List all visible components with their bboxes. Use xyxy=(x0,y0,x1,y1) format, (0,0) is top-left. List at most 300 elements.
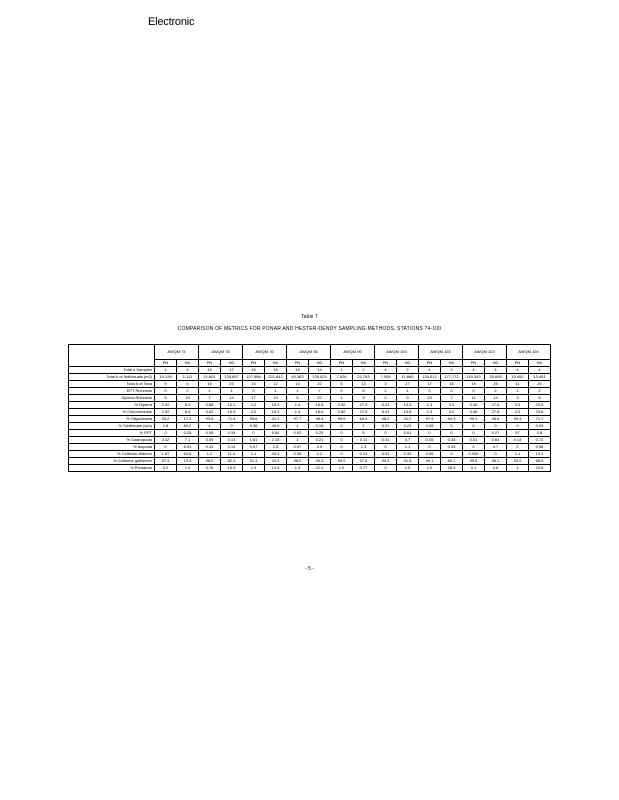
metric-value: 0.08 xyxy=(199,430,221,437)
metric-value: 10,492 xyxy=(507,374,529,381)
metric-value: 16.3 xyxy=(265,402,287,409)
metric-value: 48.2 xyxy=(375,416,397,423)
metric-value: 2.92 xyxy=(155,402,177,409)
metric-value: 0.05 xyxy=(529,423,551,430)
method-header: PN xyxy=(287,360,309,367)
metric-value: 91.3 xyxy=(243,458,265,465)
station-header: AWQM 102 xyxy=(463,345,507,360)
metric-value: 0 xyxy=(485,451,507,458)
metric-value: 14 xyxy=(309,367,331,374)
metric-value: 0.38 xyxy=(287,451,309,458)
method-header: PN xyxy=(507,360,529,367)
metric-value: 17 xyxy=(221,367,243,374)
metric-value: 0 xyxy=(375,430,397,437)
metric-value: 23.5 xyxy=(529,402,551,409)
metric-value: 1 xyxy=(221,388,243,395)
metric-value: 0 xyxy=(485,423,507,430)
metric-value: 93.4 xyxy=(507,416,529,423)
metric-value: 16 xyxy=(441,381,463,388)
metric-value: 7,008 xyxy=(375,374,397,381)
metric-label: Diptera Richness xyxy=(69,395,155,402)
metric-value: 11,860 xyxy=(397,374,419,381)
metric-value: 21,801 xyxy=(199,374,221,381)
metric-value: 6 xyxy=(177,381,199,388)
metric-value: 2 xyxy=(397,367,419,374)
metric-value: 5.41 xyxy=(375,451,397,458)
method-header: HD xyxy=(529,360,551,367)
method-header: PN xyxy=(199,360,221,367)
metric-value: 46.6 xyxy=(485,416,507,423)
metric-value: 9 xyxy=(155,381,177,388)
metric-value: 27.8 xyxy=(485,409,507,416)
metric-value: 0.21 xyxy=(309,437,331,444)
metric-value: 134,012 xyxy=(419,374,441,381)
method-header: HD xyxy=(353,360,375,367)
metric-value: 0.09 xyxy=(199,437,221,444)
metric-value: 15 xyxy=(287,367,309,374)
metric-value: 4 xyxy=(507,367,529,374)
station-header: AWQM 76 xyxy=(243,345,287,360)
metric-value: 3.3 xyxy=(441,402,463,409)
metric-value: 41.1 xyxy=(265,416,287,423)
table-row xyxy=(69,402,551,409)
metric-value: 1.81 xyxy=(243,437,265,444)
metric-value: 0.02 xyxy=(287,430,309,437)
metric-value: 96.1 xyxy=(485,458,507,465)
metric-label: Total # of Taxa xyxy=(69,381,155,388)
metric-label: % Tubificidae (w/o) xyxy=(69,423,155,430)
metric-value: 13.3 xyxy=(397,402,419,409)
metric-value: 1.5 xyxy=(397,465,419,472)
metric-value: 5 xyxy=(353,430,375,437)
metric-value: 0.14 xyxy=(353,451,375,458)
metric-value: 0.14 xyxy=(221,444,243,451)
metric-value: 1,111 xyxy=(177,374,199,381)
metric-value: 16.3 xyxy=(265,409,287,416)
metric-value: 93.0 xyxy=(507,458,529,465)
metric-value: 97.7 xyxy=(287,416,309,423)
metric-value: 14 xyxy=(485,395,507,402)
metric-value: 99.0 xyxy=(331,458,353,465)
metric-value: 0.14 xyxy=(507,437,529,444)
metric-value: 98.0 xyxy=(199,458,221,465)
metric-value: 0.34 xyxy=(221,430,243,437)
table-row xyxy=(69,374,551,381)
metric-value: 0 xyxy=(441,451,463,458)
metric-value: 4 xyxy=(177,367,199,374)
table-row xyxy=(69,395,551,402)
metric-label: Total # Samples xyxy=(69,367,155,374)
metric-value: 44.3 xyxy=(265,451,287,458)
metric-value: 1 xyxy=(287,437,309,444)
metric-value: 0 xyxy=(221,423,243,430)
metric-value: 64.5 xyxy=(177,451,199,458)
metric-value: 2.2 xyxy=(243,409,265,416)
metric-value: 1.3 xyxy=(419,402,441,409)
metric-value: 33.4 xyxy=(265,458,287,465)
station-header: AWQM 78 xyxy=(199,345,243,360)
metric-value: 0.13 xyxy=(221,437,243,444)
metric-value: 0.009 xyxy=(463,451,485,458)
metric-value: 4 xyxy=(529,367,551,374)
station-header: AWQM 100 xyxy=(375,345,419,360)
station-header: AWQM 103 xyxy=(419,345,463,360)
metric-value: 11.4 xyxy=(221,451,243,458)
method-header: HD xyxy=(397,360,419,367)
station-header: AWQM 95 xyxy=(287,345,331,360)
metric-value: 0.33 xyxy=(441,444,463,451)
metric-value: 2.6 xyxy=(485,465,507,472)
metric-value: 0 xyxy=(155,388,177,395)
metric-value: 0 xyxy=(331,430,353,437)
metric-value: 1 xyxy=(287,423,309,430)
metric-value: 93.8 xyxy=(199,416,221,423)
metric-value: 31.2 xyxy=(397,416,419,423)
metric-value: 0 xyxy=(375,444,397,451)
metric-value: 0.92 xyxy=(331,402,353,409)
metric-value: 0 xyxy=(331,423,353,430)
page-number: - 5 - xyxy=(305,566,314,572)
metric-value: 27 xyxy=(397,381,419,388)
metric-value: 0.07 xyxy=(243,444,265,451)
metric-value: 1.8 xyxy=(155,423,177,430)
metric-value: 9.36 xyxy=(243,423,265,430)
table-row xyxy=(69,416,551,423)
metric-value: 5 xyxy=(331,381,353,388)
metric-value: 1.3 xyxy=(419,409,441,416)
metrics-table-container xyxy=(68,344,550,472)
metric-value: 0 xyxy=(463,388,485,395)
metric-value: 1.0 xyxy=(419,465,441,472)
metric-value: 5 xyxy=(287,395,309,402)
metric-value: 1 xyxy=(287,388,309,395)
metric-value: 0.33 xyxy=(397,451,419,458)
metric-value: 0.43 xyxy=(199,444,221,451)
metric-value: 2 xyxy=(177,388,199,395)
metric-value: 1.4 xyxy=(287,409,309,416)
metric-value: 1 xyxy=(331,367,353,374)
method-header: PN xyxy=(243,360,265,367)
station-header: AWQM 74 xyxy=(155,345,199,360)
metric-value: 94.3 xyxy=(375,458,397,465)
metric-value: 0 xyxy=(243,388,265,395)
metric-value: 13.4 xyxy=(177,458,199,465)
table-row xyxy=(69,388,551,395)
metric-value: 0 xyxy=(507,444,529,451)
metric-value: 1.2 xyxy=(199,451,221,458)
metric-value: 17.2 xyxy=(177,416,199,423)
metric-value: 11 xyxy=(507,381,529,388)
metric-value: 68.8 xyxy=(529,458,551,465)
metric-value: 0 xyxy=(331,451,353,458)
metric-value: 25 xyxy=(221,381,243,388)
metric-value: 10.0 xyxy=(529,451,551,458)
metric-value: 0 xyxy=(331,388,353,395)
metric-value: 5.41 xyxy=(375,402,397,409)
metric-value: 28.3 xyxy=(441,465,463,472)
metric-value: 0 xyxy=(419,444,441,451)
table-row xyxy=(69,444,551,451)
table-row xyxy=(69,423,551,430)
metric-value: 4.7 xyxy=(485,444,507,451)
metric-value: 11 xyxy=(463,395,485,402)
metric-value: 9 xyxy=(397,395,419,402)
metric-value: 135,657 xyxy=(221,374,243,381)
metric-value: 1.9 xyxy=(243,465,265,472)
metric-value: 17 xyxy=(243,395,265,402)
metric-value: 8.4 xyxy=(177,402,199,409)
metric-value: 0.82 xyxy=(331,409,353,416)
metric-value: 97.9 xyxy=(419,416,441,423)
metric-value: 99.5 xyxy=(463,458,485,465)
metric-value: 27.6 xyxy=(485,402,507,409)
metric-value: 0 xyxy=(419,430,441,437)
method-header: HD xyxy=(441,360,463,367)
metric-value: 16.8 xyxy=(309,402,331,409)
metric-value: 2 xyxy=(353,367,375,374)
metric-value: 0 xyxy=(507,423,529,430)
metric-value: 0.11 xyxy=(353,437,375,444)
metric-value: 8.4 xyxy=(177,409,199,416)
table-row xyxy=(69,367,551,374)
station-header: AWQM 104 xyxy=(507,345,551,360)
metric-value: 1.3 xyxy=(287,465,309,472)
table-row xyxy=(69,409,551,416)
metric-value: 35,608 xyxy=(485,374,507,381)
table-row xyxy=(69,381,551,388)
metric-value: 0 xyxy=(155,444,177,451)
metric-value: 24.5 xyxy=(529,465,551,472)
metric-value: 2 xyxy=(441,367,463,374)
metric-value: 1.3 xyxy=(353,444,375,451)
metric-value: 15 xyxy=(177,395,199,402)
metric-value: 82.4 xyxy=(221,458,243,465)
metric-value: 13 xyxy=(287,381,309,388)
metric-value: 5.31 xyxy=(375,437,397,444)
metric-value: 10.3 xyxy=(221,409,243,416)
metric-value: 10.3 xyxy=(221,465,243,472)
metric-value: 135,029 xyxy=(309,374,331,381)
metric-value: 3.42 xyxy=(155,437,177,444)
metric-value: 5.41 xyxy=(375,409,397,416)
metric-value: 1.1 xyxy=(243,451,265,458)
metric-value: 0.25 xyxy=(309,430,331,437)
metric-value: 0.88 xyxy=(199,402,221,409)
metric-value: 59.3 xyxy=(309,458,331,465)
metric-value: 19,128 xyxy=(155,374,177,381)
method-header: HD xyxy=(221,360,243,367)
metric-value: 0 xyxy=(441,430,463,437)
metric-value: 1 xyxy=(397,388,419,395)
metric-value: 25 xyxy=(485,381,507,388)
metric-value: 4 xyxy=(375,367,397,374)
metric-value: 0.46 xyxy=(463,409,485,416)
metrics-table-body xyxy=(69,367,551,472)
metric-value: 2 xyxy=(507,388,529,395)
metric-value: 7 xyxy=(199,395,221,402)
metric-value: 3.3 xyxy=(507,402,529,409)
metric-value: 1.4 xyxy=(287,402,309,409)
metric-value: 13 xyxy=(419,395,441,402)
metric-label: % Isopoda xyxy=(69,444,155,451)
metric-value: 0.5 xyxy=(309,444,331,451)
metric-value: 13,461 xyxy=(529,374,551,381)
metric-label: % Diptera xyxy=(69,402,155,409)
metric-value: 0.25 xyxy=(177,430,199,437)
metric-value: 0.05 xyxy=(419,437,441,444)
metric-value: 91.8 xyxy=(397,458,419,465)
metric-value: 1 xyxy=(331,395,353,402)
table-row xyxy=(69,458,551,465)
metric-value: 0 xyxy=(331,444,353,451)
metric-value: 89.1 xyxy=(441,458,463,465)
metric-value: 6.91 xyxy=(177,444,199,451)
metric-value: 7 xyxy=(309,388,331,395)
station-header-row xyxy=(69,345,551,360)
metric-value: 99.0 xyxy=(331,416,353,423)
metric-value: 14 xyxy=(221,395,243,402)
method-header: PN xyxy=(419,360,441,367)
metric-value: 4 xyxy=(419,367,441,374)
metric-value: 0 xyxy=(441,388,463,395)
metric-value: 0 xyxy=(331,437,353,444)
metric-value: 0.01 xyxy=(397,430,419,437)
metric-value: 84.2 xyxy=(177,423,199,430)
metric-value: 49.0 xyxy=(265,423,287,430)
metric-value: 71.7 xyxy=(529,416,551,423)
metric-value: 0 xyxy=(375,465,397,472)
table-row xyxy=(69,451,551,458)
metric-value: 22 xyxy=(309,381,331,388)
metric-value: 0.72 xyxy=(529,437,551,444)
metric-value: 0 xyxy=(375,395,397,402)
metric-value: 4 xyxy=(485,367,507,374)
metric-value: 0.82 xyxy=(199,409,221,416)
metric-value: 15 xyxy=(199,367,221,374)
metric-value: 0.2 xyxy=(155,465,177,472)
metric-label: % Oligochaeta xyxy=(69,416,155,423)
metric-value: 16.6 xyxy=(309,409,331,416)
metric-value: 12 xyxy=(265,381,287,388)
metric-value: 5 xyxy=(155,395,177,402)
metric-label: % Chironomidae xyxy=(69,409,155,416)
metric-value: 7.1 xyxy=(177,437,199,444)
metric-value: 0.01 xyxy=(463,437,485,444)
method-header: HD xyxy=(177,360,199,367)
metric-value: 7 xyxy=(441,395,463,402)
metric-value: 0 xyxy=(441,423,463,430)
metric-value: 1.0 xyxy=(331,465,353,472)
metric-value: 57 xyxy=(507,430,529,437)
metric-value: 4.7 xyxy=(397,437,419,444)
metric-value: 1.87 xyxy=(155,451,177,458)
method-header: PN xyxy=(331,360,353,367)
metric-value: 15 xyxy=(265,367,287,374)
metric-value: 10.1 xyxy=(221,402,243,409)
metric-value: 107,586 xyxy=(243,374,265,381)
metric-value: 71.4 xyxy=(221,416,243,423)
metric-value: 63.4 xyxy=(353,416,375,423)
metric-label: % Collector-filterers xyxy=(69,451,155,458)
method-header: HD xyxy=(485,360,507,367)
metric-value: 1 xyxy=(507,465,529,472)
metric-label: % Gastropoda xyxy=(69,437,155,444)
metric-value: 177,772 xyxy=(441,374,463,381)
metric-value: 99.1 xyxy=(463,416,485,423)
table-title: Table 7 xyxy=(301,314,318,320)
metric-value: 0.07 xyxy=(287,444,309,451)
metric-value: 14 xyxy=(243,381,265,388)
metric-value: 94.3 xyxy=(441,416,463,423)
metric-value: 221,842 xyxy=(265,374,287,381)
document-header-label: Electronic xyxy=(148,16,195,28)
metric-value: 0.64 xyxy=(485,437,507,444)
metric-value: 4 xyxy=(463,367,485,374)
metric-value: 0.05 xyxy=(419,423,441,430)
metric-value: 13.8 xyxy=(397,409,419,416)
metric-value: 7,026 xyxy=(331,374,353,381)
metric-value: 0.77 xyxy=(353,465,375,472)
metric-value: 0 xyxy=(155,430,177,437)
metric-value: 0.76 xyxy=(199,465,221,472)
table-row xyxy=(69,430,551,437)
metric-value: 0.33 xyxy=(441,437,463,444)
method-header: PN xyxy=(463,360,485,367)
metric-value: 0.23 xyxy=(397,423,419,430)
metric-value: 1.2 xyxy=(243,402,265,409)
metric-value: 57.6 xyxy=(353,458,375,465)
metric-value: 4 xyxy=(155,367,177,374)
metric-value: 22,763 xyxy=(353,374,375,381)
metric-value: 2.15 xyxy=(265,437,287,444)
metric-value: 0.27 xyxy=(485,430,507,437)
metric-value: 17 xyxy=(419,381,441,388)
metric-value: 9 xyxy=(353,395,375,402)
metric-value: 2 xyxy=(375,388,397,395)
method-header: PN xyxy=(375,360,397,367)
metric-value: 27.9 xyxy=(353,409,375,416)
metric-value: 1.1 xyxy=(507,451,529,458)
metric-value: 1 xyxy=(199,388,221,395)
metric-label: Total # of Individuals (m2) xyxy=(69,374,155,381)
metric-value: 3 xyxy=(375,381,397,388)
metric-value: 119,343 xyxy=(463,374,485,381)
metric-value: 1.2 xyxy=(309,451,331,458)
metric-value: 0.16 xyxy=(309,423,331,430)
metric-value: 0 xyxy=(463,430,485,437)
metric-value: 0.05 xyxy=(419,451,441,458)
metric-value: 2 xyxy=(529,388,551,395)
metric-value: 16 xyxy=(243,367,265,374)
metric-value: 3.3 xyxy=(507,409,529,416)
metric-value: 20 xyxy=(309,395,331,402)
metric-value: 4 xyxy=(199,423,221,430)
metric-value: 19 xyxy=(265,395,287,402)
metric-value: 0 xyxy=(243,430,265,437)
metric-value: 5 xyxy=(353,388,375,395)
station-header: AWQM 99 xyxy=(331,345,375,360)
table-subtitle: COMPARISON OF METRICS FOR PONAR AND HESTER-DENDY SAMPLING METHODS, STATIONS 74-100 xyxy=(177,326,442,332)
metric-value: 5.64 xyxy=(265,430,287,437)
metric-value: 45.4 xyxy=(309,416,331,423)
metric-value: 8 xyxy=(529,395,551,402)
metrics-table xyxy=(68,344,551,472)
metric-value: 19 xyxy=(463,381,485,388)
metric-value: 14.9 xyxy=(265,465,287,472)
metric-value: 5.21 xyxy=(375,423,397,430)
metric-value: 0.98 xyxy=(529,444,551,451)
metric-value: 2 xyxy=(485,388,507,395)
